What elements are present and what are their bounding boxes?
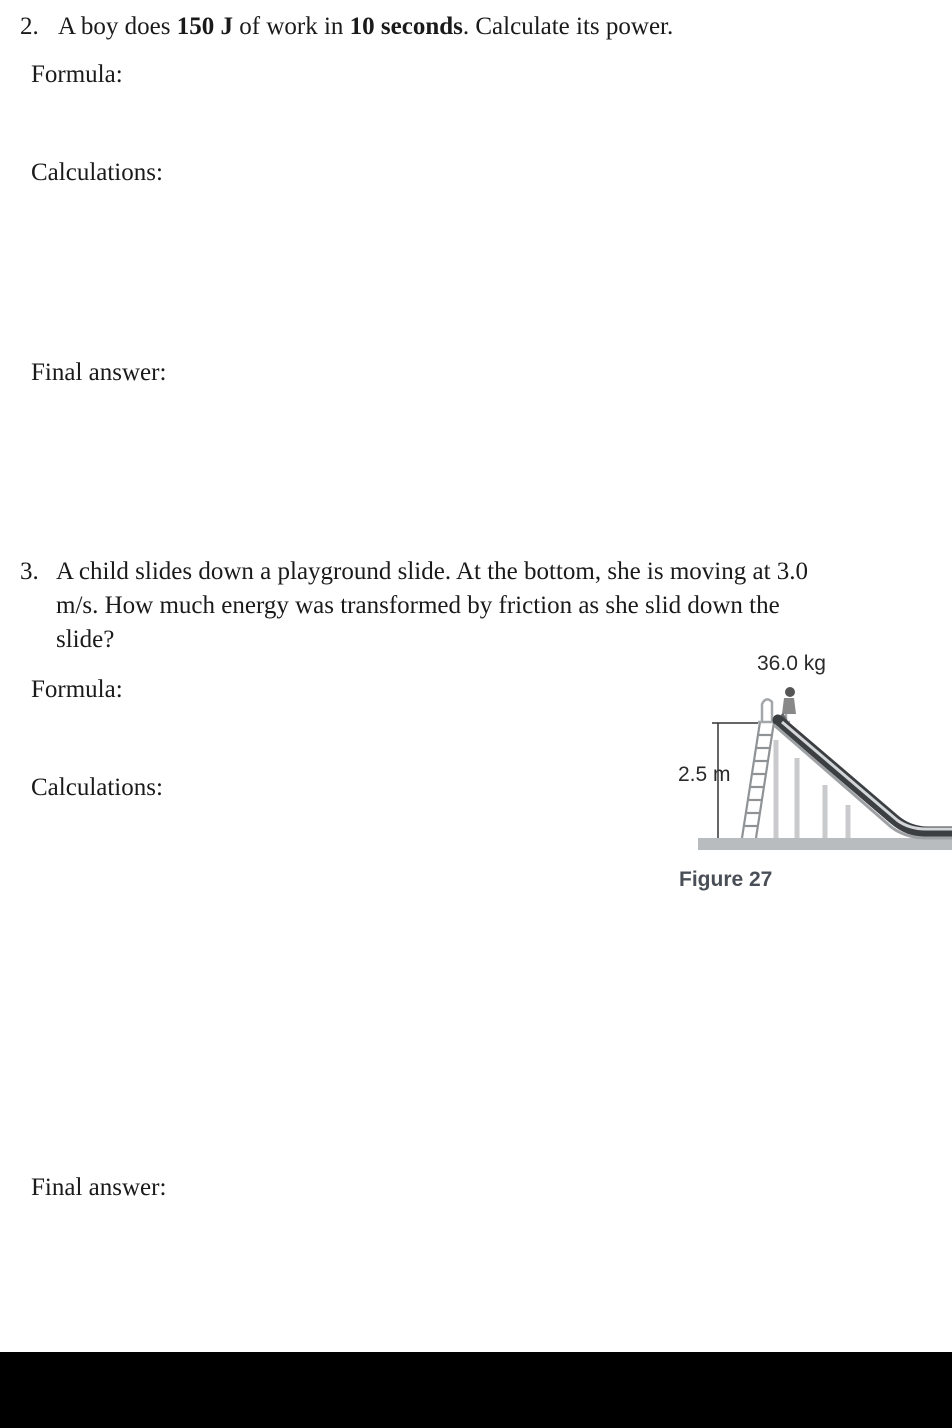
figure-caption: Figure 27: [679, 868, 773, 891]
q2-text-part: . Calculate its power.: [462, 13, 674, 40]
q3-line: slide?: [56, 626, 115, 653]
q3-line: m/s. How much energy was transformed by friction as she slid down the: [56, 592, 780, 619]
q3-formula-label: Formula:: [31, 676, 123, 703]
q2-text-part: A boy does: [58, 13, 177, 40]
q3-line: A child slides down a playground slide. At the bottom, she is moving at 3.0: [56, 558, 809, 585]
figure-mass-label: 36.0 kg: [757, 652, 826, 675]
question-3-text: [56, 555, 808, 657]
slide-chute: [774, 720, 952, 838]
figure-height-label: 2.5 m: [678, 763, 731, 786]
q2-calculations-label: Calculations:: [31, 159, 163, 186]
q2-work-value: 150 J: [176, 13, 233, 40]
q3-final-answer-label: Final answer:: [31, 1174, 167, 1201]
q2-text-part: of work in: [233, 13, 350, 40]
question-2-number: 2.: [20, 13, 39, 40]
q3-calculations-label: Calculations:: [31, 774, 163, 801]
q2-formula-label: Formula:: [31, 61, 123, 88]
q2-final-answer-label: Final answer:: [31, 359, 167, 386]
question-2-text: [58, 10, 673, 44]
q2-time-value: 10 seconds: [349, 13, 463, 40]
question-3-number: 3.: [20, 558, 39, 585]
ladder: [742, 722, 774, 838]
playground-slide-figure: [690, 680, 952, 860]
bottom-black-bar: [0, 1352, 952, 1428]
ground-base: [698, 838, 952, 850]
